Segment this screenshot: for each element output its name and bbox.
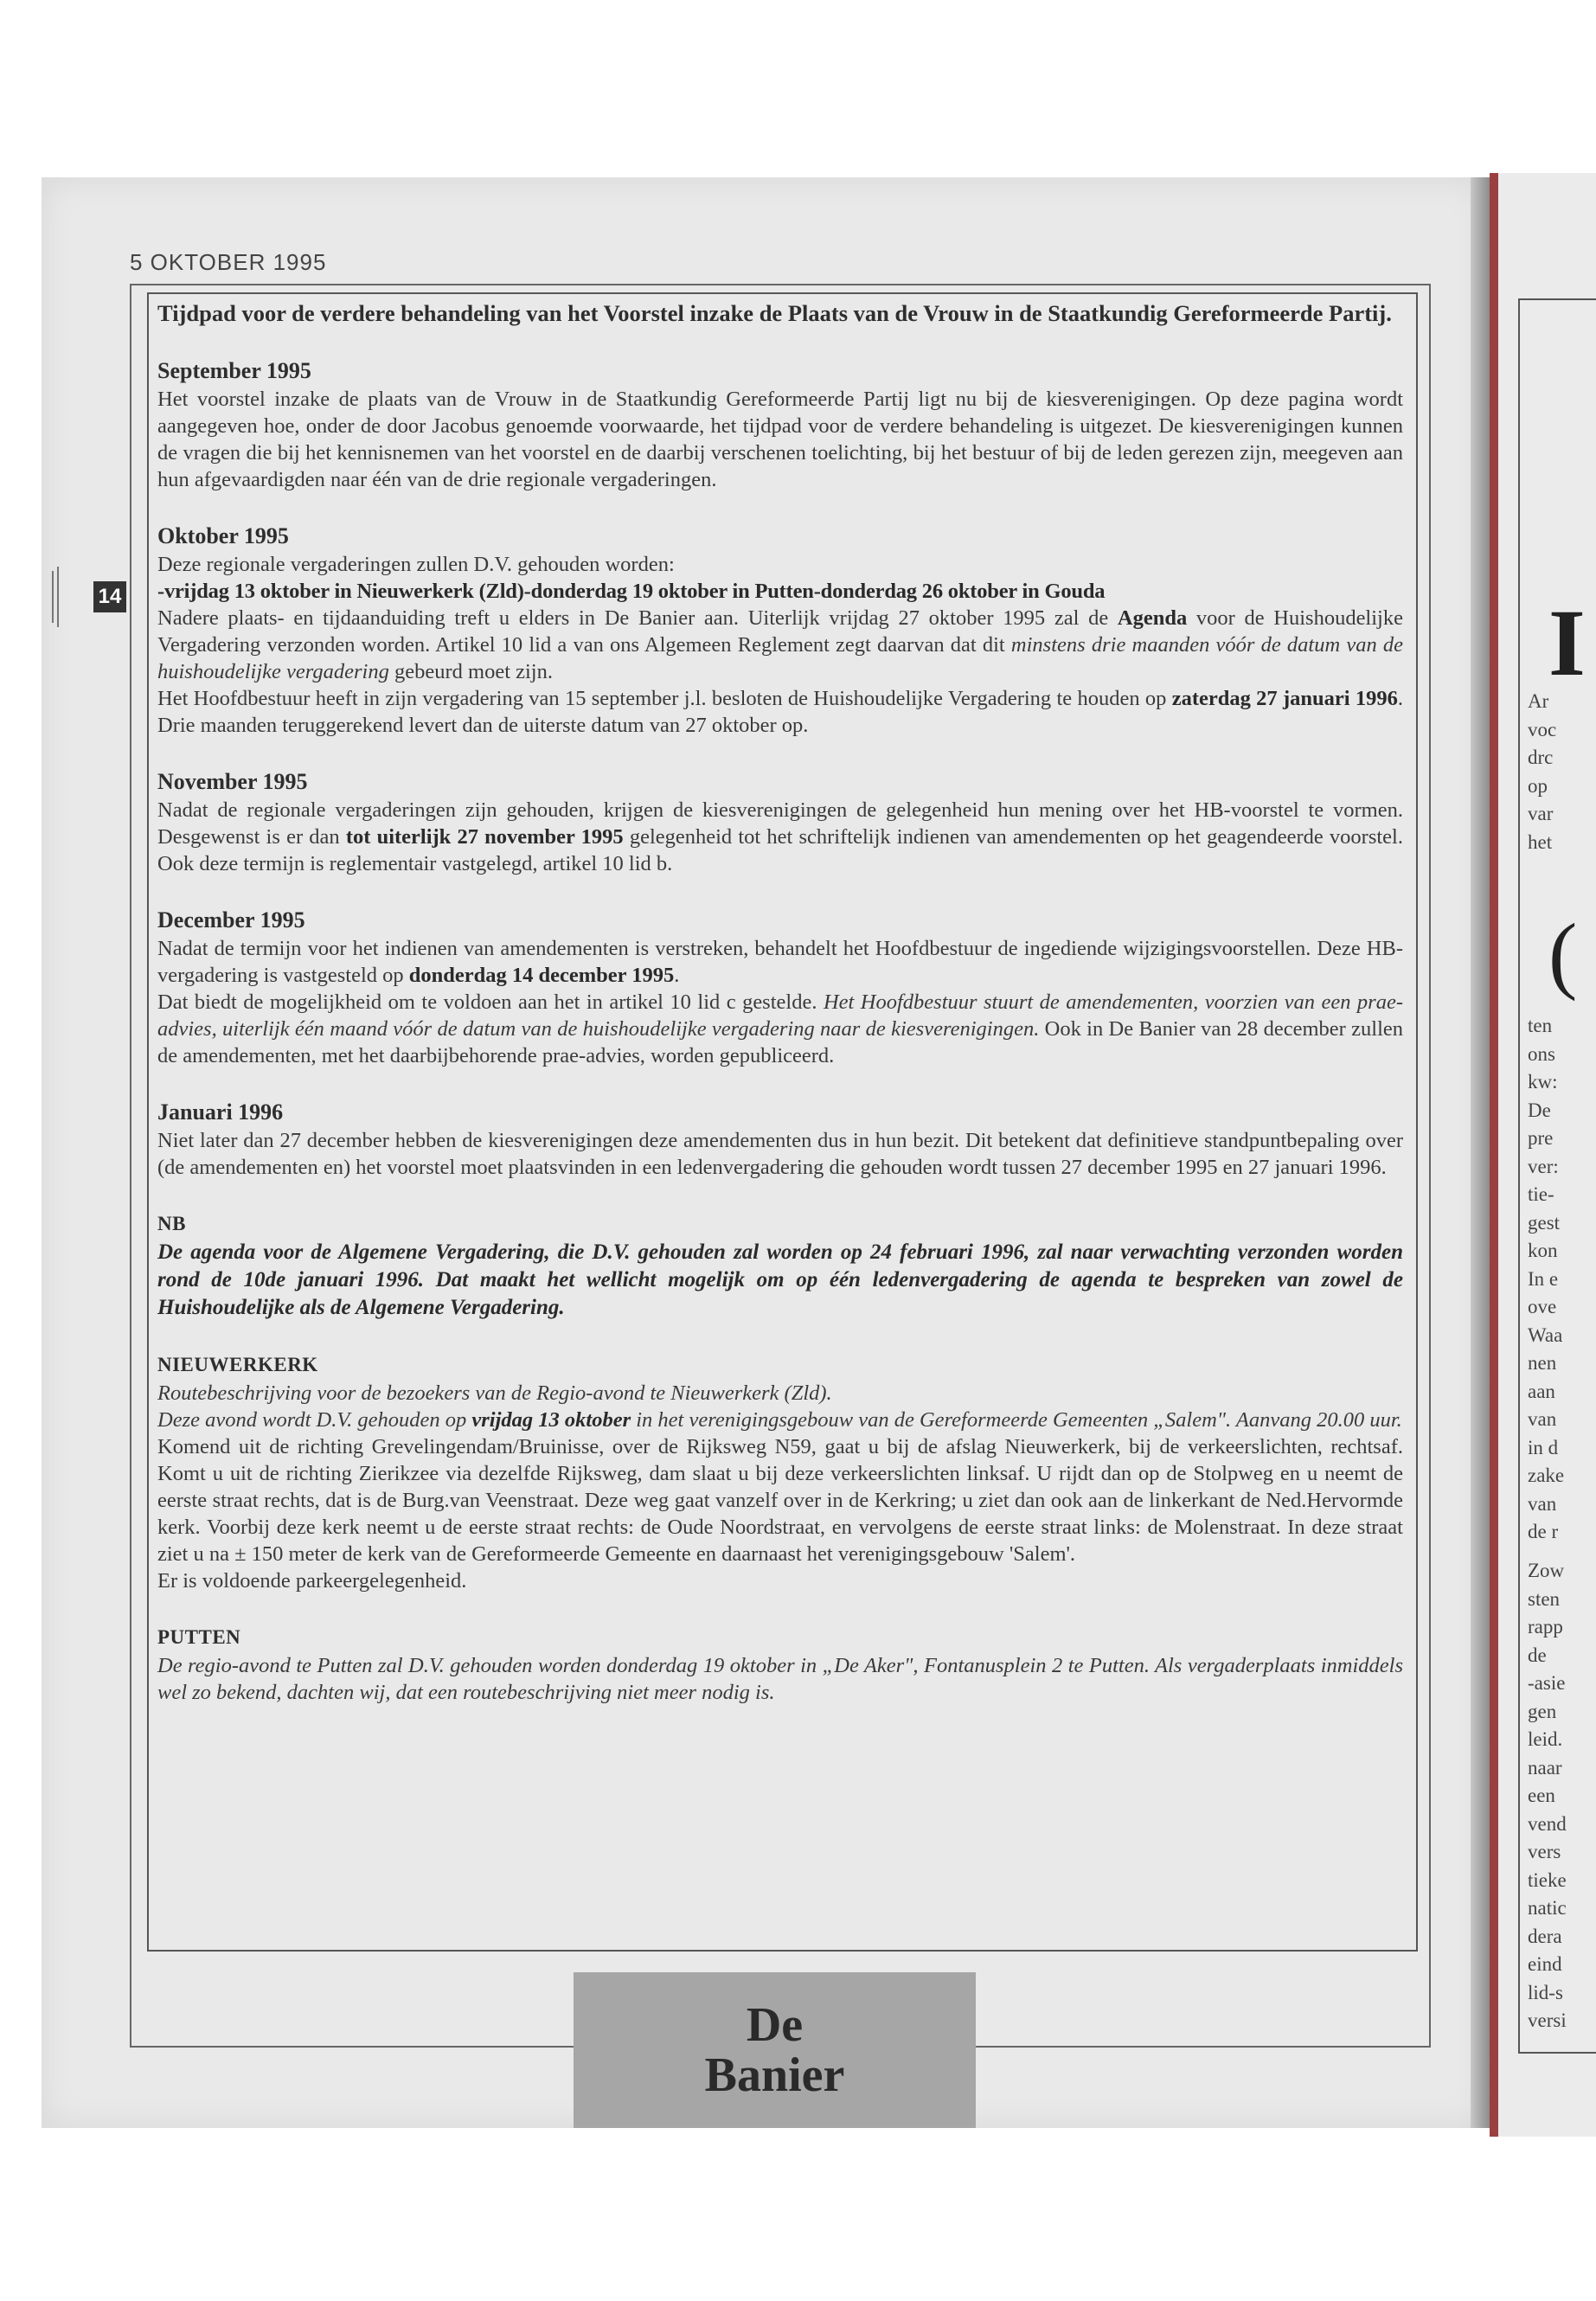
text-run: Deze avond wordt D.V. gehouden op	[157, 1408, 472, 1432]
text-run: . Drie maanden teruggerekend levert dan de uiterste datum van 27 oktober op.	[157, 687, 1404, 737]
facing-text-line: lid-s	[1528, 1981, 1563, 2003]
section-heading-september: September 1995	[157, 358, 311, 383]
facing-text-line: In e	[1528, 1267, 1559, 1290]
paragraph-putten: De regio-avond te Putten zal D.V. gehouden worden donderdag 19 oktober in „De Aker", Fontanusplein 2 te Putten. Als vergaderplaats inmiddels wel zo bekend, dachten wij, dat een routebeschrijving niet meer nodig is.	[157, 1654, 1403, 1704]
de-banier-logo	[574, 1972, 976, 2128]
section-heading-putten: PUTTEN	[157, 1626, 241, 1648]
text-run-bold: Agenda	[1117, 606, 1188, 630]
facing-text-line: Waa	[1528, 1324, 1563, 1346]
page-gutter-shadow	[1471, 177, 1490, 2128]
paragraph-november	[157, 797, 1403, 877]
nieuwerkerk-parking: Er is voldoende parkeergelegenheid.	[157, 1569, 467, 1593]
facing-text-line: gest	[1528, 1211, 1561, 1234]
facing-text-line: de r	[1528, 1521, 1559, 1542]
facing-text-line: sten	[1528, 1587, 1561, 1610]
facing-text-line: var	[1528, 803, 1554, 824]
paragraph-december-1	[157, 935, 1403, 989]
text-run-bold: donderdag 14 december 1995	[408, 964, 675, 987]
section-heading-december: December 1995	[157, 907, 305, 933]
text-run: Nadat de regionale vergaderingen zijn gehouden, krijgen de kiesverenigingen de gelegenheid hun mening over het HB-voorstel te vormen. Desgewenst is er dan	[157, 798, 1403, 849]
nieuwerkerk-route-title: Routebeschrijving voor de bezoekers van de Regio-avond te Nieuwerkerk (Zld).	[157, 1381, 832, 1405]
facing-text-line: zake	[1528, 1465, 1565, 1486]
logo-line-2: Banier	[704, 2048, 845, 2102]
logo-line-1: De	[746, 1998, 804, 2052]
facing-text-line: dera	[1528, 1925, 1562, 1947]
margin-rule	[52, 571, 54, 623]
text-run-italic: Het Hoofdbestuur stuurt de amendementen, voorzien van een prae-advies, uiterlijk één maand vóór de datum van de huishoudelijke vergadering naar de kiesverenigingen.	[157, 990, 1404, 1041]
facing-text-line: -asie	[1528, 1672, 1566, 1694]
text-run: Ook in De Banier van 28 december zullen de amendementen, met het daarbijbehorende prae-advies, worden gepubliceerd.	[157, 1017, 1404, 1067]
facing-page-column-2	[1528, 1012, 1588, 1547]
text-run: gelegenheid tot het schriftelijk indienen van amendementen op het geagendeerde voorstel. Ook deze termijn is reglementair vastgelegd, artikel 10 lid b.	[157, 825, 1403, 875]
paragraph-oktober-agenda	[157, 605, 1403, 685]
text-run: .	[674, 964, 680, 987]
issue-date: 5 OKTOBER 1995	[130, 249, 327, 275]
facing-text-line: drc	[1528, 747, 1554, 768]
paragraph-oktober-hb	[157, 685, 1403, 739]
paragraph-januari: Niet later dan 27 december hebben de kiesverenigingen deze amendementen dus in hun bezit. Dit betekent dat definitieve standpuntbepaling over (de amendementen en) het voorstel moet plaatsvinden in een ledenvergadering die gehouden wordt tussen 27 december 1995 en 27 januari 1996.	[157, 1129, 1403, 1179]
facing-text-line: Ar	[1528, 690, 1549, 712]
text-run: Nadat de termijn voor het indienen van amendementen is verstreken, behandelt het Hoofdbestuur de ingediende wijzigingsvoorstellen. Deze HB-vergadering is vastgesteld op	[157, 937, 1403, 987]
facing-text-line: natic	[1528, 1897, 1567, 1919]
section-heading-januari: Januari 1996	[157, 1099, 284, 1125]
text-run-bold: zaterdag 27 januari 1996	[1171, 687, 1398, 710]
facing-text-line: Zow	[1528, 1560, 1565, 1581]
facing-text-line: De	[1528, 1099, 1551, 1121]
facing-text-line: nen	[1528, 1352, 1557, 1374]
facing-text-line: vend	[1528, 1812, 1567, 1835]
facing-text-line: de	[1528, 1644, 1547, 1666]
paragraph-december-2	[157, 989, 1403, 1069]
text-run: Het Hoofdbestuur heeft in zijn vergadering van 15 september j.l. besloten de Huishoudelijke Vergadering te houden op	[157, 687, 1172, 710]
nieuwerkerk-meeting-info	[157, 1407, 1403, 1433]
facing-text-line: rapp	[1528, 1616, 1563, 1638]
facing-page-column-1	[1528, 688, 1588, 856]
facing-text-line: pre	[1528, 1127, 1554, 1149]
facing-text-line: van	[1528, 1408, 1557, 1430]
facing-text-line: op	[1528, 774, 1548, 797]
nieuwerkerk-directions: Komend uit de richting Grevelingendam/Bruinisse, over de Rijksweg N59, gaat u bij de afslag Nieuwerkerk, bij de verkeerslichten, rechtsaf. Komt u uit de richting Zierikzee via dezelfde Rijksweg, dam slaat u bij deze verkeerslichten linksaf. U rijdt dan op de Stolpweg en u neemt de eerste straat rechts, dat is de Burg.van Veenstraat. Deze weg gaat vanzelf over in de Kerkring; u ziet dan ook aan de linkerkant de Ned.Hervormde kerk. Voorbij deze kerk neemt u de eerste straat rechts: de Oude Noordstraat, en vervolgens de eerste straat links: de Molenstraat. In deze straat ziet u na ± 150 meter de kerk van de Gereformeerde Gemeente en daarnaast het verenigingsgebouw 'Salem'.	[157, 1435, 1403, 1566]
section-heading-november: November 1995	[157, 769, 308, 794]
article-body	[157, 298, 1403, 1706]
paragraph-oktober-intro: Deze regionale vergaderingen zullen D.V. gehouden worden:	[157, 553, 675, 576]
facing-text-line: voc	[1528, 718, 1557, 740]
facing-text-line: een	[1528, 1785, 1555, 1806]
text-run: Dat biedt de mogelijkheid om te voldoen aan het in artikel 10 lid c gestelde.	[157, 990, 824, 1014]
facing-text-line: ten	[1528, 1015, 1553, 1036]
paragraph-nb: De agenda voor de Algemene Vergadering, die D.V. gehouden zal worden op 24 februari 1996, zal naar verwachting verzonden worden rond de 10de januari 1996. Dat maakt het wellicht mogelijk om op één ledenvergadering de agenda te bespreken van zowel de Huishoudelijke als de Algemene Vergadering.	[157, 1240, 1403, 1319]
section-heading-nb: NB	[157, 1213, 186, 1234]
text-run: in het verenigingsgebouw van de Gereformeerde Gemeenten „Salem". Aanvang 20.00 uur.	[631, 1408, 1402, 1432]
facing-text-line: naar	[1528, 1756, 1562, 1779]
section-heading-oktober: Oktober 1995	[157, 523, 289, 548]
text-run-bold: tot uiterlijk 27 november 1995	[345, 825, 624, 849]
text-run-bold: vrijdag 13 oktober	[471, 1408, 631, 1432]
facing-page-column-3	[1528, 1557, 1588, 2035]
facing-page-dropcap-2: (	[1548, 906, 1578, 1002]
facing-text-line: kw:	[1528, 1071, 1558, 1093]
margin-rule	[57, 567, 59, 627]
facing-text-line: ove	[1528, 1296, 1557, 1317]
facing-text-line: tieke	[1528, 1868, 1567, 1891]
facing-text-line: gen	[1528, 1700, 1557, 1722]
facing-text-line: tie-	[1528, 1183, 1554, 1205]
facing-text-line: ons	[1528, 1042, 1555, 1065]
section-heading-nieuwerkerk: NIEUWERKERK	[157, 1354, 318, 1375]
text-run: voor de Huishoudelijke Vergadering verzonden worden. Artikel 10 lid a van ons Algemeen Reglement zegt daarvan dat dit	[157, 606, 1403, 657]
paragraph-september: Het voorstel inzake de plaats van de Vrouw in de Staatkundig Gereformeerde Partij ligt nu bij de kiesverenigingen. Op deze pagina wordt aangegeven hoe, onder de door Jacobus genoemde voorwaarde, het tijdpad voor de verdere behandeling is uitgezet. De kiesverenigingen kunnen de vragen die bij het kennisnemen van het voorstel en de daarbij verschenen toelichting, bij het bestuur of bij de leden gerezen zijn, meegeven aan hun afgevaardigden naar één van de drie regionale vergaderingen.	[157, 388, 1403, 491]
text-run-italic: minstens drie maanden vóór de datum van de huishoudelijke vergadering	[157, 633, 1403, 683]
facing-text-line: ver:	[1528, 1155, 1559, 1177]
facing-text-line: in d	[1528, 1436, 1559, 1458]
facing-text-line: het	[1528, 830, 1553, 853]
page-number: 14	[93, 581, 126, 612]
facing-page-dropcap-1: I	[1548, 590, 1586, 695]
text-run: Nadere plaats- en tijdaanduiding treft u elders in De Banier aan. Uiterlijk vrijdag 27 oktober 1995 zal de	[157, 606, 1118, 630]
facing-text-line: versi	[1528, 2009, 1567, 2031]
facing-text-line: kon	[1528, 1240, 1558, 1261]
facing-text-line: vers	[1528, 1841, 1561, 1862]
facing-text-line: eind	[1528, 1953, 1562, 1975]
text-run: gebeurd moet zijn.	[388, 660, 553, 683]
facing-text-line: van	[1528, 1492, 1557, 1515]
facing-text-line: aan	[1528, 1380, 1555, 1402]
article-title: Tijdpad voor de verdere behandeling van het Voorstel inzake de Plaats van de Vrouw in de Staatkundig Gereformeerde Partij.	[157, 300, 1392, 326]
regional-meeting-dates: -vrijdag 13 oktober in Nieuwerkerk (Zld)-donderdag 19 oktober in Putten-donderdag 26 oktober in Gouda	[157, 580, 1106, 603]
facing-text-line: leid.	[1528, 1728, 1563, 1750]
binding-spine	[1490, 173, 1498, 2137]
